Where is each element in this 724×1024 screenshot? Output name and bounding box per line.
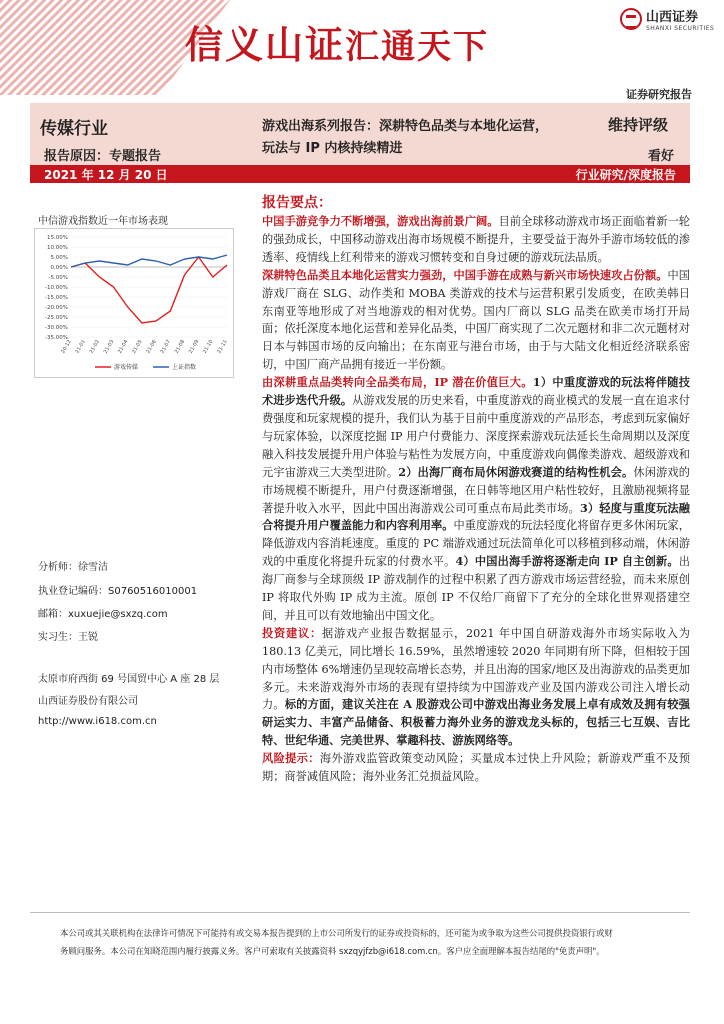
y-tick-label: 5.00%: [50, 255, 68, 261]
p4-highlight: 投资建议：: [262, 625, 322, 640]
x-tick-label: 21-04: [116, 339, 130, 355]
company-logo: [620, 6, 714, 32]
p3-text-1: 从游戏发展的历史来看，中重度游戏的商业模式的发展一直在追求付费强度和玩家规模的提升，我们认为基于目前中重度游戏的产品形态，考虑到玩家偏好与玩家体验，以深度挖掘 IP 用户付费能力、深度探索游戏玩法延长生命周期以及深度融入科技发展提升用户体验与粘性为发展方向，中重度游戏向偶像类游戏、超级游戏和元宇宙游戏三大类型进阶。: [262, 394, 690, 479]
x-tick-label: 21-01: [74, 339, 87, 355]
disclaimer-line2: 务顾问服务。本公司在知晓范围内履行披露义务。客户可索取有关披露资料 sxzqyjfzb@i618.com.cn。客户应全面理解本报告结尾的"免责声明"。: [60, 946, 605, 956]
x-tick-label: 21-06: [145, 339, 158, 355]
date-bar: [30, 165, 690, 183]
x-tick-label: 21-02: [88, 339, 102, 355]
y-tick-label: -25.00%: [45, 315, 68, 321]
x-tick-label: 21-07: [159, 339, 173, 355]
p1-text: 目前全球移动游戏市场正面临着新一轮的强劲成长，中国移动游戏出海市场规模不断提升，主要受益于海外手游市场较低的渗透率、疫情线上红利带来的游戏习惯转变和自身过硬的游戏玩法品质。: [262, 215, 690, 264]
paragraph-1: [262, 213, 690, 267]
report-title-line2: 玩法与 IP 内核持续精进: [262, 141, 403, 156]
x-tick-label: 21-09: [187, 339, 201, 355]
p4-text-1: 据游戏产业报告数据显示，2021 年中国自研游戏海外市场实际收入为 180.13 亿美元，同比增长 16.59%，虽然增速较 2020 年同期有所下降，但相较于国内市场整体 6%增速仍呈现较高增长态势，并且出海的国家/地区及出海游戏的品类更加多元。未来游戏海外市场的表现有望持续为中国游戏产业及国内游戏公司注入增长动力。: [262, 626, 690, 712]
y-tick-label: -30.00%: [45, 325, 68, 331]
analyst-email[interactable]: 邮箱：xuxuejie@sxzq.com: [38, 609, 168, 620]
chart-svg: [35, 229, 233, 377]
x-tick-label: 21-11: [216, 339, 229, 355]
p4-bold-1: 标的方面，建议关注在 A 股游戏公司中游戏出海业务发展上卓有成效及拥有较强研运实力、丰富产品储备、积极蓄力海外业务的游戏龙头标的，包括三七互娱、吉比特、世纪华通、完美世界、掌趣科技、游族网络等。: [262, 697, 690, 748]
industry-label: 传媒行业: [40, 119, 108, 139]
x-tick-label: 21-03: [102, 339, 116, 355]
x-tick-label: 21-10: [202, 339, 215, 355]
y-tick-label: -10.00%: [45, 285, 68, 291]
p2-text: 中国游戏厂商在 SLG、动作类和 MOBA 类游戏的技术与运营积累引发质变，在欧美韩日东南亚等地形成了对当地游戏的相对优势。国内厂商以 SLG 品类在欧美市场打开局面；依托深度本地化运营和差异化品类，中国厂商实现了二次元题材和非二次元题材对日本与韩国市场的反向输出；在东南亚与港台市场，由于与大陆文化相近经济联系密切，中国厂商产品拥有接近一半份额。: [262, 268, 690, 372]
rating-label: 维持评级: [608, 116, 669, 134]
slogan-part1: 信义山证: [185, 23, 346, 67]
market-performance-chart: [34, 228, 234, 378]
y-tick-label: 15.00%: [47, 235, 68, 241]
p3-highlight: 由深耕重点品类转向全品类布局，IP 潜在价值巨大。: [262, 375, 533, 390]
p3-bold-1: 1）中重度游戏的玩法将伴随技术进步迭代升级。: [262, 375, 690, 408]
p3-text-4: 出海厂商参与全球顶级 IP 游戏制作的过程中积累了西方游戏市场运营经验，而未来原创 IP 将取代外购 IP 成为主流。原创 IP 不仅给厂商留下了充分的全球化世界观搭建空间，并且可以有效地输出中国文化。: [262, 555, 690, 622]
intern-name: 实习生：王锐: [38, 632, 98, 643]
x-tick-label: 20-12: [60, 339, 73, 355]
logo-mark-icon: [620, 8, 642, 30]
report-reason: 报告原因：专题报告: [44, 149, 162, 164]
legend-red-label: 游戏传媒: [114, 364, 139, 371]
p3-bold-4: 4）中国出海手游将逐渐走向 IP 自主创新。: [455, 554, 679, 569]
y-tick-label: -15.00%: [45, 295, 68, 301]
p5-highlight: 风险提示：: [262, 751, 320, 766]
x-tick-label: 21-05: [131, 339, 144, 355]
report-type-label: 证券研究报告: [626, 88, 692, 101]
report-category: 行业研究/深度报告: [575, 168, 676, 182]
y-tick-label: -35.00%: [45, 335, 68, 341]
company-url[interactable]: http://www.i618.com.cn: [38, 716, 157, 727]
analyst-name: 分析师：徐雪洁: [38, 562, 108, 573]
p3-bold-2: 2）出海厂商布局休闲游戏赛道的结构性机会。: [398, 464, 634, 479]
header-slogan: [185, 14, 489, 69]
p3-bold-3: 3）轻度与重度玩法融合将提升用户覆盖能力和内容利用率。: [262, 500, 690, 533]
y-tick-label: -5.00%: [48, 275, 68, 281]
disclaimer-line1: 本公司或其关联机构在法律许可情况下可能持有或交易本报告提到的上市公司所发行的证券或投资标的，还可能为或争取为这些公司提供投资银行或财: [60, 928, 613, 938]
y-tick-label: -20.00%: [45, 305, 68, 311]
report-title: [262, 116, 592, 160]
footer-divider: [30, 912, 690, 913]
p5-text: 海外游戏监管政策变动风险；买量成本过快上升风险；新游戏严重不及预期；商誉减值风险；海外业务汇兑损益风险。: [262, 752, 690, 784]
x-tick-label: 21-08: [173, 339, 187, 355]
report-body: [262, 213, 690, 786]
logo-company-en: SHANXI SECURITIES: [646, 25, 715, 32]
paragraph-3: [262, 374, 690, 625]
p1-highlight: 中国手游竞争力不断增强，游戏出海前景广阔。: [262, 214, 499, 228]
p3-text-3: 中重度游戏的玩法轻度化将留存更多休闲玩家，降低游戏内容消耗速度。重度的 PC 端游戏通过玩法简单化可以移植到移动端，休闲游戏的中重度化将提升玩家的付费水平。: [262, 519, 690, 569]
y-tick-label: 10.00%: [47, 245, 68, 251]
logo-company-cn: 山西证券: [646, 10, 699, 25]
paragraph-4: [262, 625, 690, 750]
report-title-line1: 游戏出海系列报告：深耕特色品类与本地化运营，: [262, 119, 549, 134]
slogan-part2: 汇通天下: [345, 27, 490, 67]
footer-disclaimer: [60, 924, 690, 960]
paragraph-5: [262, 750, 690, 786]
p2-highlight: 深耕特色品类且本地化运营实力强劲，中国手游在成熟与新兴市场快速攻占份额。: [262, 267, 668, 282]
chart-title: 中信游戏指数近一年市场表现: [38, 216, 168, 227]
address-line1: 太原市府西街 69 号国贸中心 A 座 28 层: [38, 674, 220, 685]
paragraph-2: [262, 267, 690, 374]
key-points-heading: 报告要点：: [262, 195, 332, 211]
address-line2: 山西证券股份有限公司: [38, 696, 138, 707]
p3-text-2: 休闲游戏的市场规模不断提升，用户付费逐渐增强，在日韩等地区用户粘性较好，且激励视频将显著提升收入水平，因此中国出海游戏公司可重点布局此类市场。: [262, 465, 690, 515]
analyst-cert: 执业登记编码：S0760516010001: [38, 586, 198, 597]
y-tick-label: 0.00%: [50, 265, 68, 271]
report-date: 2021 年 12 月 20 日: [44, 168, 168, 182]
rating-view: 看好: [648, 149, 675, 164]
legend-blue-label: 上证指数: [172, 364, 197, 371]
